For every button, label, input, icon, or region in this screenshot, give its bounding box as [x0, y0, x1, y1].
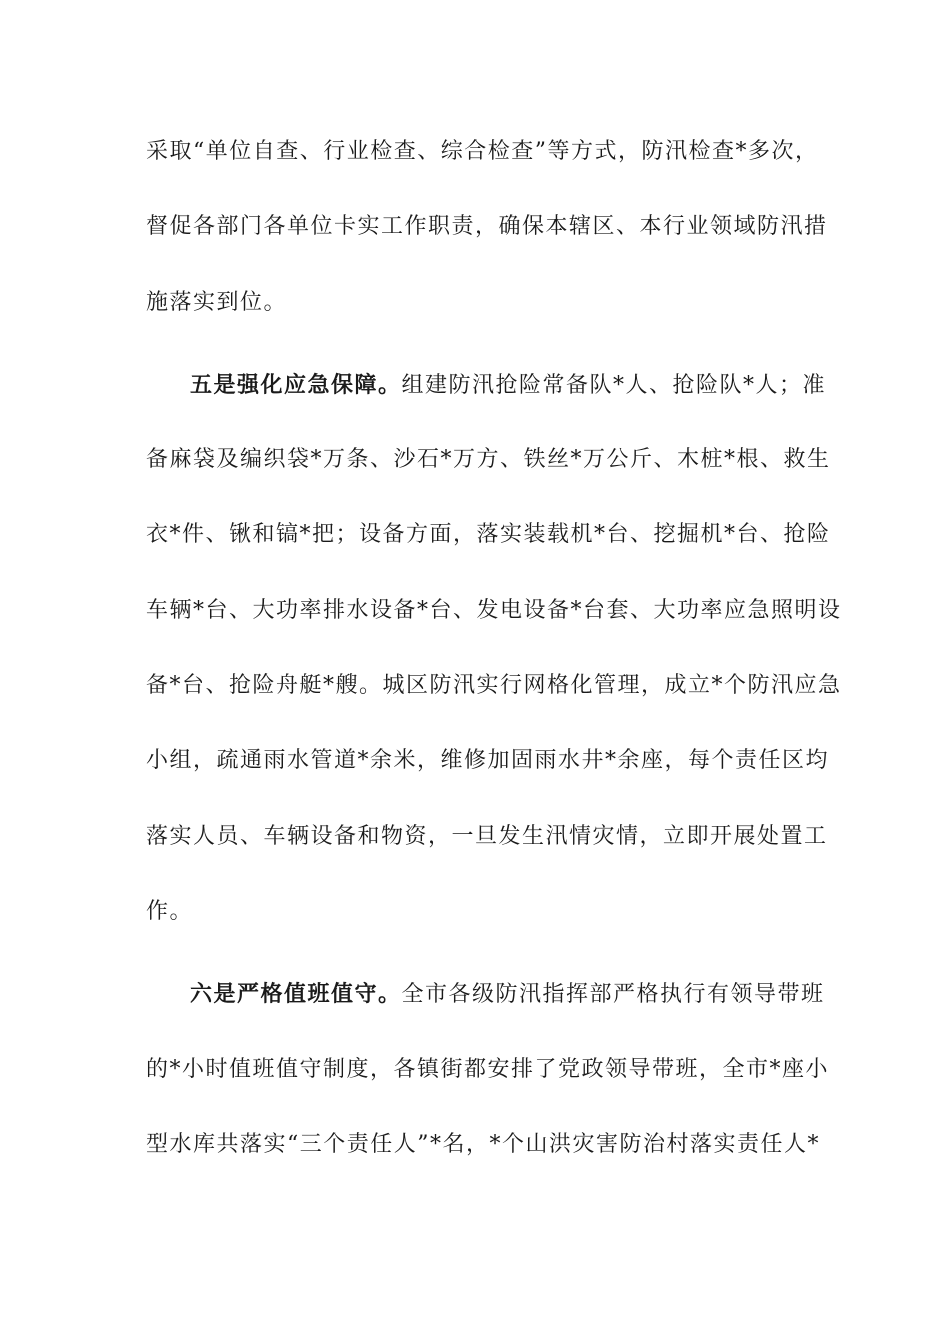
- paragraph-line: 督促各部门各单位卡实工作职责，确保本辖区、本行业领域防汛措: [146, 214, 828, 239]
- paragraph-lead-heading: 五是强化应急保障。: [190, 372, 402, 398]
- paragraph-line: 的*小时值班值守制度，各镇街都安排了党政领导带班，全市*座小: [146, 1057, 830, 1082]
- paragraph-line: 施落实到位。: [146, 290, 288, 315]
- paragraph-lead-rest: 组建防汛抢险常备队*人、抢险队*人；准: [401, 373, 827, 398]
- paragraph-line: 型水库共落实“三个责任人”*名，*个山洪灾害防治村落实责任人*: [146, 1132, 820, 1157]
- paragraph-lead-heading: 六是严格值班值守。: [190, 981, 402, 1007]
- paragraph-lead-rest: 全市各级防汛指挥部严格执行有领导带班: [401, 982, 825, 1007]
- paragraph-line: 小组，疏通雨水管道*余米，维修加固雨水井*余座，每个责任区均: [146, 748, 830, 773]
- paragraph-line: 备*台、抢险舟艇*艘。城区防汛实行网格化管理，成立*个防汛应急: [146, 673, 842, 698]
- paragraph-line: 落实人员、车辆设备和物资，一旦发生汛情灾情，立即开展处置工: [146, 824, 828, 849]
- paragraph-line: 车辆*台、大功率排水设备*台、发电设备*台套、大功率应急照明设: [146, 598, 842, 623]
- paragraph-line: 备麻袋及编织袋*万条、沙石*万方、铁丝*万公斤、木桩*根、救生: [146, 447, 831, 472]
- paragraph-first-line: [190, 979, 825, 1010]
- paragraph-line: 采取“单位自查、行业检查、综合检查”等方式，防汛检查*多次，: [146, 139, 819, 164]
- paragraph-line: 作。: [146, 899, 194, 924]
- paragraph-line: 衣*件、锹和镐*把；设备方面，落实装载机*台、挖掘机*台、抢险: [146, 522, 831, 547]
- paragraph-first-line: [190, 370, 827, 401]
